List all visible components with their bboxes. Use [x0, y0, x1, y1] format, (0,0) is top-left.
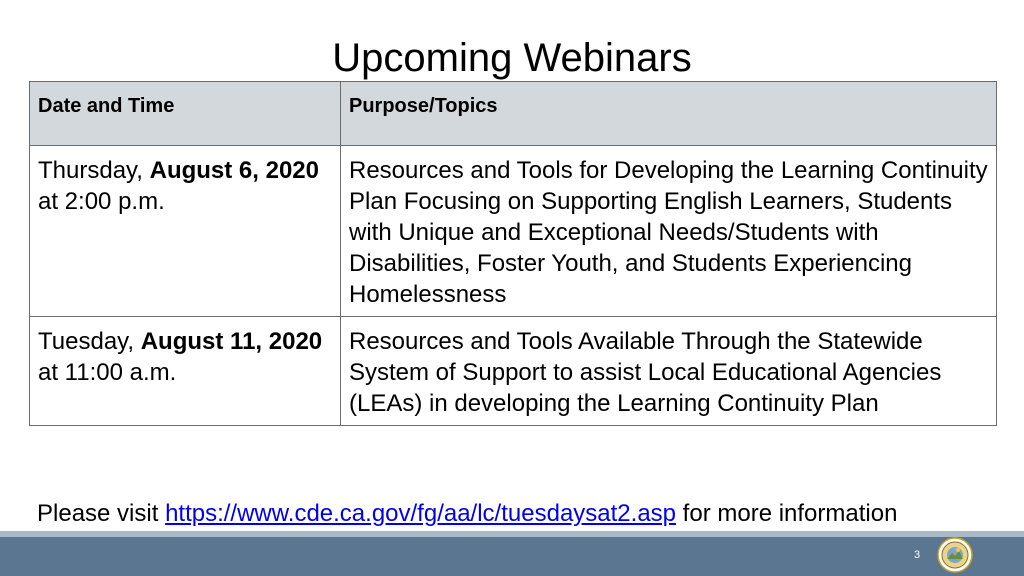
- date-day: Tuesday,: [38, 328, 141, 355]
- header-purpose-topics: Purpose/Topics: [341, 82, 997, 146]
- info-link[interactable]: https://www.cde.ca.gov/fg/aa/lc/tuesdaysat2.asp: [165, 500, 677, 527]
- bottom-bar: [0, 531, 1024, 576]
- footer-text: [37, 498, 897, 530]
- state-seal-icon: [937, 537, 973, 573]
- date-cell: [30, 146, 341, 317]
- table-row: [30, 146, 997, 317]
- topic-cell: Resources and Tools Available Through the Statewide System of Support to assist Local Educational Agencies (LEAs) in developing the Learning Continuity Plan: [341, 317, 997, 426]
- footer-suffix: for more information: [676, 500, 898, 527]
- page-number: 3: [914, 549, 921, 561]
- date-cell: [30, 317, 341, 426]
- date-time: at 2:00 p.m.: [38, 188, 165, 215]
- date-time: at 11:00 a.m.: [38, 359, 177, 386]
- footer-prefix: Please visit: [37, 500, 166, 527]
- slide-title: Upcoming Webinars: [332, 36, 692, 80]
- date-bold: August 6, 2020: [149, 157, 320, 184]
- date-day: Thursday,: [38, 157, 150, 184]
- table-row: [30, 317, 997, 426]
- topic-cell: Resources and Tools for Developing the Learning Continuity Plan Focusing on Supporting English Learners, Students with Unique and Exceptional Needs/Students with Disabilities, Foster Youth, and Students Experiencing Homelessness: [341, 146, 997, 317]
- webinar-table: [29, 81, 997, 426]
- date-bold: August 11, 2020: [140, 328, 323, 355]
- header-date-and-time: Date and Time: [30, 82, 341, 146]
- table-header-row: [30, 82, 997, 146]
